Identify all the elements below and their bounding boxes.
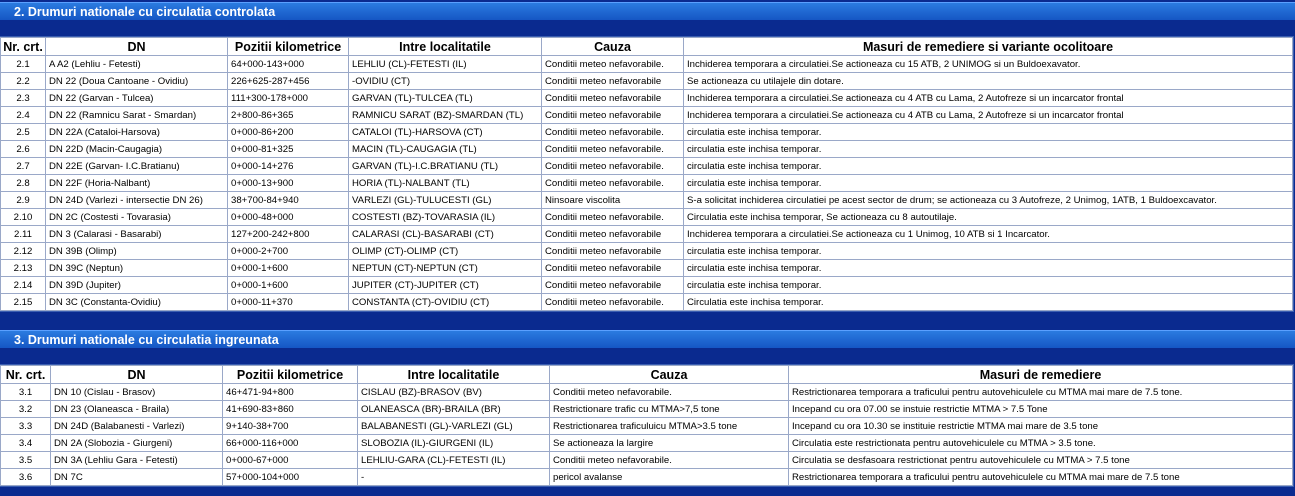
cell-cauza: Conditii meteo nefavorabile [542, 260, 684, 277]
table-row [1, 175, 1293, 192]
cell-dn: DN 3 (Calarasi - Basarabi) [46, 226, 228, 243]
cell-dn: DN 22D (Macin-Caugagia) [46, 141, 228, 158]
cell-km: 0+000-48+000 [228, 209, 349, 226]
cell-masuri: Circulatia se desfasoara restrictionat pentru autovehiculele cu MTMA > 7.5 tone [789, 452, 1293, 469]
cell-dn: DN 39B (Olimp) [46, 243, 228, 260]
table-row [1, 435, 1293, 452]
cell-cauza: Conditii meteo nefavorabile. [542, 175, 684, 192]
cell-km: 41+690-83+860 [223, 401, 358, 418]
cell-masuri: circulatia este inchisa temporar. [684, 260, 1293, 277]
cell-masuri: circulatia este inchisa temporar. [684, 124, 1293, 141]
cell-nr: 2.4 [1, 107, 46, 124]
cell-cauza: Se actioneaza la largire [550, 435, 789, 452]
cell-masuri: Inchiderea temporara a circulatiei.Se actioneaza cu 4 ATB cu Lama, 2 Autofreze si un incarcator frontal [684, 107, 1293, 124]
cell-nr: 3.6 [1, 469, 51, 486]
cell-cauza: Conditii meteo nefavorabile. [542, 294, 684, 311]
cell-nr: 2.3 [1, 90, 46, 107]
cell-localitati: GARVAN (TL)-I.C.BRATIANU (TL) [349, 158, 542, 175]
cell-dn: DN 22A (Cataloi-Harsova) [46, 124, 228, 141]
cell-cauza: Conditii meteo nefavorabile [542, 73, 684, 90]
cell-nr: 2.2 [1, 73, 46, 90]
cell-nr: 3.2 [1, 401, 51, 418]
header-localitati: Intre localitatile [358, 366, 550, 384]
cell-dn: DN 7C [51, 469, 223, 486]
cell-km: 38+700-84+940 [228, 192, 349, 209]
cell-nr: 2.11 [1, 226, 46, 243]
cell-dn: DN 24D (Balabanesti - Varlezi) [51, 418, 223, 435]
header-cauza: Cauza [542, 38, 684, 56]
cell-cauza: Conditii meteo nefavorabile [542, 90, 684, 107]
cell-localitati: NEPTUN (CT)-NEPTUN (CT) [349, 260, 542, 277]
section-3-header-row [1, 366, 1293, 384]
table-row [1, 124, 1293, 141]
cell-cauza: Conditii meteo nefavorabile. [542, 158, 684, 175]
section-2-title-bar [0, 2, 1295, 20]
cell-masuri: circulatia este inchisa temporar. [684, 141, 1293, 158]
cell-dn: DN 22E (Garvan- I.C.Bratianu) [46, 158, 228, 175]
cell-dn: DN 3C (Constanta-Ovidiu) [46, 294, 228, 311]
table-row [1, 260, 1293, 277]
cell-masuri: circulatia este inchisa temporar. [684, 175, 1293, 192]
cell-nr: 2.10 [1, 209, 46, 226]
cell-dn: DN 39D (Jupiter) [46, 277, 228, 294]
cell-masuri: Circulatia este restrictionata pentru autovehiculele cu MTMA > 3.5 tone. [789, 435, 1293, 452]
cell-km: 46+471-94+800 [223, 384, 358, 401]
table-row [1, 401, 1293, 418]
cell-dn: DN 22 (Doua Cantoane - Ovidiu) [46, 73, 228, 90]
cell-localitati: - [358, 469, 550, 486]
cell-localitati: HORIA (TL)-NALBANT (TL) [349, 175, 542, 192]
cell-localitati: GARVAN (TL)-TULCEA (TL) [349, 90, 542, 107]
cell-localitati: COSTESTI (BZ)-TOVARASIA (IL) [349, 209, 542, 226]
cell-masuri: circulatia este inchisa temporar. [684, 243, 1293, 260]
cell-cauza: Restrictionare trafic cu MTMA>7,5 tone [550, 401, 789, 418]
cell-dn: DN 23 (Olaneasca - Braila) [51, 401, 223, 418]
cell-km: 66+000-116+000 [223, 435, 358, 452]
table-row [1, 277, 1293, 294]
section-2-table [0, 37, 1293, 311]
table-row [1, 192, 1293, 209]
cell-cauza: pericol avalanse [550, 469, 789, 486]
cell-cauza: Conditii meteo nefavorabile [542, 277, 684, 294]
cell-nr: 2.1 [1, 56, 46, 73]
cell-cauza: Conditii meteo nefavorabile. [550, 452, 789, 469]
cell-dn: DN 3A (Lehliu Gara - Fetesti) [51, 452, 223, 469]
cell-dn: DN 10 (Cislau - Brasov) [51, 384, 223, 401]
cell-nr: 2.8 [1, 175, 46, 192]
cell-km: 127+200-242+800 [228, 226, 349, 243]
cell-localitati: BALABANESTI (GL)-VARLEZI (GL) [358, 418, 550, 435]
cell-cauza: Conditii meteo nefavorabile. [542, 209, 684, 226]
table-row [1, 141, 1293, 158]
cell-masuri: Restrictionarea temporara a traficului pentru autovehiculele cu MTMA mai mare de 7.5 tone [789, 469, 1293, 486]
cell-masuri: Restrictionarea temporara a traficului pentru autovehiculele cu MTMA mai mare de 7.5 tone. [789, 384, 1293, 401]
cell-masuri: Inchiderea temporara a circulatiei.Se actioneaza cu 1 Unimog, 10 ATB si 1 Incarcator. [684, 226, 1293, 243]
table-row [1, 209, 1293, 226]
section-3-title-bar [0, 330, 1295, 348]
cell-dn: DN 24D (Varlezi - intersectie DN 26) [46, 192, 228, 209]
cell-localitati: CALARASI (CL)-BASARABI (CT) [349, 226, 542, 243]
cell-dn: DN 39C (Neptun) [46, 260, 228, 277]
cell-localitati: -OVIDIU (CT) [349, 73, 542, 90]
cell-masuri: Inchiderea temporara a circulatiei.Se actioneaza cu 4 ATB cu Lama, 2 Autofreze si un incarcator frontal [684, 90, 1293, 107]
cell-dn: DN 22 (Garvan - Tulcea) [46, 90, 228, 107]
cell-km: 111+300-178+000 [228, 90, 349, 107]
table-row [1, 107, 1293, 124]
cell-cauza: Conditii meteo nefavorabile. [542, 124, 684, 141]
cell-masuri: S-a solicitat inchiderea circulatiei pe acest sector de drum; se actioneaza cu 3 Autofreze, 2 Unimog, 1ATB, 1 Buldoexcavator. [684, 192, 1293, 209]
cell-km: 0+000-1+600 [228, 277, 349, 294]
table-row [1, 469, 1293, 486]
cell-nr: 2.6 [1, 141, 46, 158]
cell-km: 0+000-2+700 [228, 243, 349, 260]
cell-km: 0+000-67+000 [223, 452, 358, 469]
table-row [1, 158, 1293, 175]
cell-dn: DN 2A (Slobozia - Giurgeni) [51, 435, 223, 452]
cell-km: 64+000-143+000 [228, 56, 349, 73]
header-cauza: Cauza [550, 366, 789, 384]
section-3-table [0, 365, 1293, 486]
cell-nr: 3.1 [1, 384, 51, 401]
cell-cauza: Conditii meteo nefavorabile [542, 226, 684, 243]
cell-nr: 2.12 [1, 243, 46, 260]
header-km: Pozitii kilometrice [223, 366, 358, 384]
table-row [1, 56, 1293, 73]
cell-dn: DN 2C (Costesti - Tovarasia) [46, 209, 228, 226]
header-masuri: Masuri de remediere si variante ocolitoare [684, 38, 1293, 56]
cell-localitati: LEHLIU (CL)-FETESTI (IL) [349, 56, 542, 73]
cell-km: 0+000-11+370 [228, 294, 349, 311]
header-km: Pozitii kilometrice [228, 38, 349, 56]
cell-cauza: Conditii meteo nefavorabile [542, 107, 684, 124]
cell-masuri: Incepand cu ora 07.00 se instuie restrictie MTMA > 7.5 Tone [789, 401, 1293, 418]
cell-nr: 3.5 [1, 452, 51, 469]
cell-masuri: Inchiderea temporara a circulatiei.Se actioneaza cu 15 ATB, 2 UNIMOG si un Buldoexavator. [684, 56, 1293, 73]
cell-localitati: CISLAU (BZ)-BRASOV (BV) [358, 384, 550, 401]
header-nr: Nr. crt. [1, 366, 51, 384]
cell-cauza: Conditii meteo nefavorabile. [542, 56, 684, 73]
cell-nr: 2.9 [1, 192, 46, 209]
cell-dn: DN 22 (Ramnicu Sarat - Smardan) [46, 107, 228, 124]
cell-km: 9+140-38+700 [223, 418, 358, 435]
header-localitati: Intre localitatile [349, 38, 542, 56]
table-row [1, 243, 1293, 260]
cell-cauza: Conditii meteo nefavorabile. [550, 384, 789, 401]
cell-nr: 3.4 [1, 435, 51, 452]
cell-km: 0+000-14+276 [228, 158, 349, 175]
cell-dn: DN 22F (Horia-Nalbant) [46, 175, 228, 192]
cell-km: 57+000-104+000 [223, 469, 358, 486]
cell-masuri: Se actioneaza cu utilajele din dotare. [684, 73, 1293, 90]
cell-nr: 2.14 [1, 277, 46, 294]
cell-km: 0+000-86+200 [228, 124, 349, 141]
cell-localitati: VARLEZI (GL)-TULUCESTI (GL) [349, 192, 542, 209]
cell-masuri: Circulatia este inchisa temporar. [684, 294, 1293, 311]
cell-km: 226+625-287+456 [228, 73, 349, 90]
cell-dn: A A2 (Lehliu - Fetesti) [46, 56, 228, 73]
cell-km: 2+800-86+365 [228, 107, 349, 124]
section-2-title: 2. Drumuri nationale cu circulatia controlata [14, 5, 276, 19]
table-row [1, 384, 1293, 401]
section-3-title: 3. Drumuri nationale cu circulatia ingreunata [14, 333, 279, 347]
header-dn: DN [51, 366, 223, 384]
cell-cauza: Conditii meteo nefavorabile [542, 243, 684, 260]
cell-cauza: Ninsoare viscolita [542, 192, 684, 209]
table-row [1, 418, 1293, 435]
table-row [1, 73, 1293, 90]
table-row [1, 226, 1293, 243]
header-masuri: Masuri de remediere [789, 366, 1293, 384]
cell-km: 0+000-13+900 [228, 175, 349, 192]
cell-localitati: LEHLIU-GARA (CL)-FETESTI (IL) [358, 452, 550, 469]
header-dn: DN [46, 38, 228, 56]
header-nr: Nr. crt. [1, 38, 46, 56]
section-2-header-row [1, 38, 1293, 56]
cell-localitati: OLIMP (CT)-OLIMP (CT) [349, 243, 542, 260]
table-row [1, 90, 1293, 107]
cell-masuri: Incepand cu ora 10.30 se instituie restrictie MTMA mai mare de 3.5 tone [789, 418, 1293, 435]
cell-cauza: Conditii meteo nefavorabile. [542, 141, 684, 158]
cell-nr: 2.13 [1, 260, 46, 277]
cell-nr: 2.5 [1, 124, 46, 141]
cell-masuri: circulatia este inchisa temporar. [684, 277, 1293, 294]
cell-km: 0+000-81+325 [228, 141, 349, 158]
table-row [1, 452, 1293, 469]
cell-nr: 2.15 [1, 294, 46, 311]
cell-nr: 2.7 [1, 158, 46, 175]
cell-localitati: CONSTANTA (CT)-OVIDIU (CT) [349, 294, 542, 311]
cell-nr: 3.3 [1, 418, 51, 435]
cell-masuri: Circulatia este inchisa temporar, Se actioneaza cu 8 autoutilaje. [684, 209, 1293, 226]
cell-cauza: Restrictionarea traficuluicu MTMA>3.5 tone [550, 418, 789, 435]
cell-localitati: MACIN (TL)-CAUGAGIA (TL) [349, 141, 542, 158]
cell-localitati: JUPITER (CT)-JUPITER (CT) [349, 277, 542, 294]
cell-localitati: RAMNICU SARAT (BZ)-SMARDAN (TL) [349, 107, 542, 124]
cell-km: 0+000-1+600 [228, 260, 349, 277]
cell-masuri: circulatia este inchisa temporar. [684, 158, 1293, 175]
cell-localitati: SLOBOZIA (IL)-GIURGENI (IL) [358, 435, 550, 452]
cell-localitati: OLANEASCA (BR)-BRAILA (BR) [358, 401, 550, 418]
cell-localitati: CATALOI (TL)-HARSOVA (CT) [349, 124, 542, 141]
table-row [1, 294, 1293, 311]
